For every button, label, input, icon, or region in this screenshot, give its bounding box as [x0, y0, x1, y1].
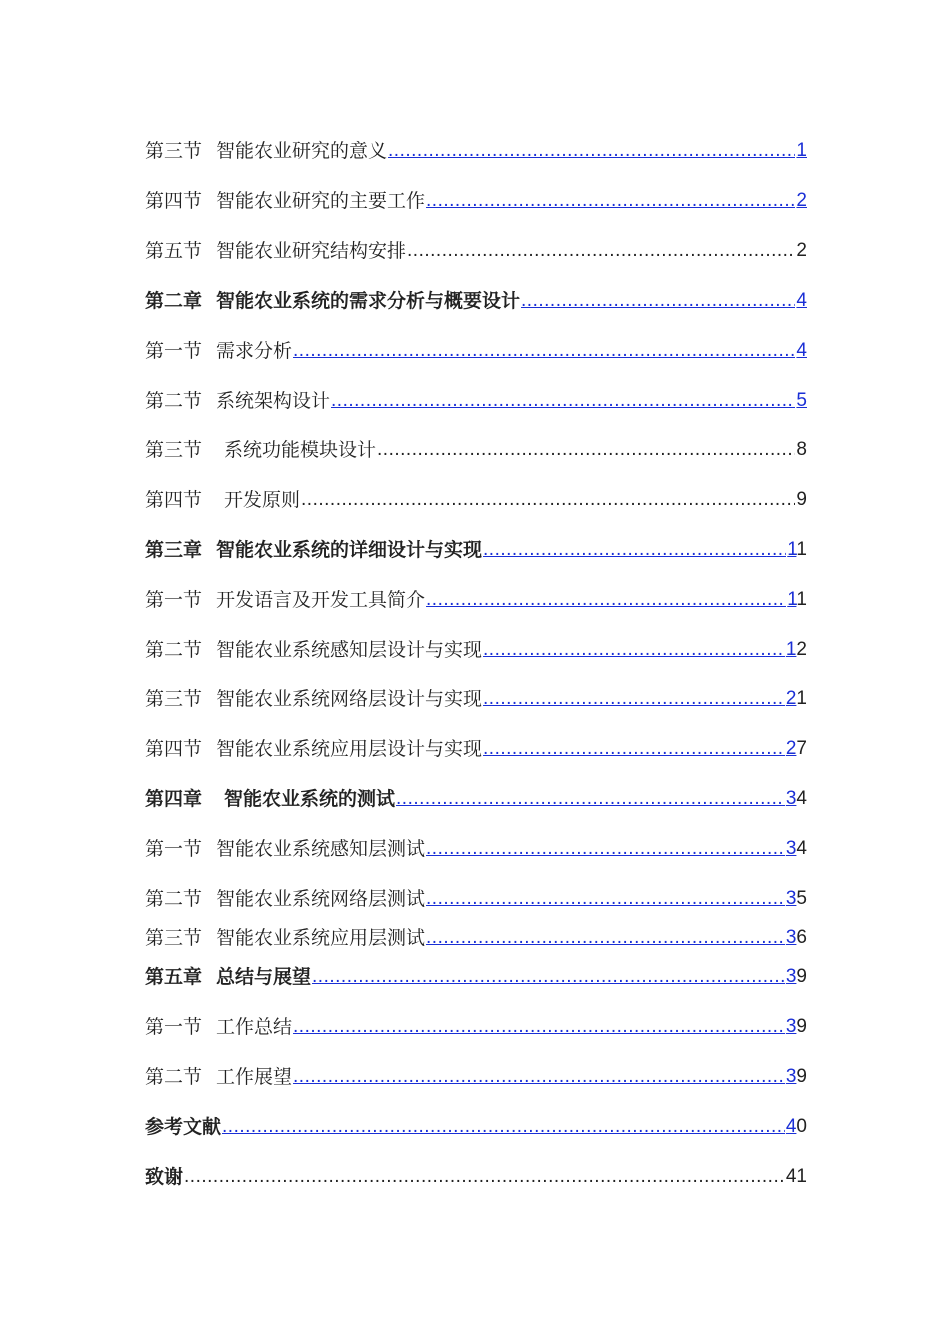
toc-page-number-link[interactable]: 3	[785, 1016, 797, 1037]
toc-page-number-link[interactable]: 3	[785, 788, 797, 809]
toc-page-number: 4	[796, 290, 807, 311]
toc-page-number	[786, 1064, 807, 1090]
toc-entry[interactable]	[145, 956, 807, 990]
toc-entry[interactable]	[145, 280, 807, 314]
toc-title: 工作展望	[216, 1066, 293, 1088]
toc-page-number-link[interactable]: 1	[785, 639, 797, 660]
toc-label: 第二章	[145, 290, 203, 312]
toc-title: 智能农业研究的意义	[216, 140, 388, 162]
toc-page-number-link[interactable]: 1	[787, 539, 797, 560]
toc-label: 第四节	[145, 738, 203, 760]
toc-page-number: 1	[796, 140, 807, 161]
toc-title: 系统架构设计	[216, 390, 331, 412]
toc-page-number	[787, 537, 807, 563]
dot-leader	[483, 736, 785, 762]
toc-page-number-link[interactable]: 3	[785, 838, 797, 859]
dot-leader	[426, 886, 785, 912]
toc-page-number-tail: 2	[796, 639, 807, 660]
toc-entry[interactable]	[145, 529, 807, 563]
toc-title: 致谢	[145, 1166, 184, 1188]
toc-title: 智能农业系统的详细设计与实现	[216, 539, 483, 561]
toc-page-number-tail: 1	[796, 589, 807, 610]
dot-leader	[426, 836, 785, 862]
dot-leader	[521, 288, 795, 314]
toc-page-number: 5	[796, 390, 807, 411]
toc-page-number-link[interactable]: 3	[785, 888, 797, 909]
toc-label: 第二节	[145, 1066, 203, 1088]
toc-page-number: 4	[796, 340, 807, 361]
toc-entry[interactable]	[145, 579, 807, 613]
toc-entry[interactable]	[145, 380, 807, 414]
toc-page-number	[786, 836, 807, 862]
toc-page-number-link[interactable]: 3	[785, 1066, 797, 1087]
toc-entry[interactable]	[145, 828, 807, 862]
toc-title: 工作总结	[216, 1016, 293, 1038]
dot-leader	[312, 964, 785, 990]
toc-page-number: 41	[785, 1166, 807, 1187]
toc-page-number-tail: 7	[796, 738, 807, 759]
toc-title: 智能农业系统的测试	[224, 788, 396, 810]
dot-leader	[407, 238, 795, 264]
toc-page-number	[786, 964, 807, 990]
toc-title: 开发原则	[224, 489, 301, 511]
toc-label: 第五章	[145, 966, 203, 988]
dot-leader	[388, 138, 795, 164]
toc-label: 第三节	[145, 140, 203, 162]
toc-title: 需求分析	[216, 340, 293, 362]
toc-title: 智能农业系统应用层设计与实现	[216, 738, 483, 760]
toc-entry[interactable]	[145, 878, 807, 912]
toc-page-number	[786, 686, 807, 712]
toc-entry[interactable]	[145, 180, 807, 214]
toc-entry[interactable]	[145, 629, 807, 663]
toc-entry[interactable]	[145, 1056, 807, 1090]
toc-entry[interactable]	[145, 917, 807, 951]
toc-page-number-link[interactable]: 2	[785, 688, 797, 709]
toc-page-number-link[interactable]: 2	[785, 738, 797, 759]
toc-page-number-tail: 0	[796, 1116, 807, 1137]
toc-page-number-tail: 4	[796, 788, 807, 809]
toc-title: 智能农业系统网络层设计与实现	[216, 688, 483, 710]
toc-title: 智能农业系统的需求分析与概要设计	[216, 290, 521, 312]
toc-page-number-tail: 1	[796, 539, 807, 560]
toc-page-number-link[interactable]: 3	[785, 927, 797, 948]
toc-entry[interactable]	[145, 1106, 807, 1140]
toc-label: 第三节	[145, 439, 203, 461]
toc-page-number-tail: 1	[796, 688, 807, 709]
dot-leader	[426, 188, 795, 214]
toc-page-number-tail: 9	[796, 1016, 807, 1037]
toc-title: 智能农业研究结构安排	[216, 240, 407, 262]
dot-leader	[222, 1114, 785, 1140]
dot-leader	[377, 437, 795, 463]
toc-page-number	[786, 1014, 807, 1040]
dot-leader	[184, 1164, 785, 1190]
toc-label: 第三章	[145, 539, 203, 561]
toc-label: 第二节	[145, 390, 203, 412]
toc-page-number	[786, 886, 807, 912]
toc-page-number-tail: 4	[796, 838, 807, 859]
toc-title: 开发语言及开发工具简介	[216, 589, 426, 611]
toc-page-number: 9	[796, 489, 807, 510]
toc-page-number	[787, 587, 807, 613]
dot-leader	[396, 786, 785, 812]
toc-entry[interactable]	[145, 1156, 807, 1190]
toc-label: 第五节	[145, 240, 203, 262]
toc-page-number: 2	[796, 240, 807, 261]
toc-label: 第一节	[145, 589, 203, 611]
dot-leader	[301, 487, 795, 513]
toc-page-number	[786, 925, 807, 951]
toc-page-number-link[interactable]: 1	[787, 589, 797, 610]
dot-leader	[483, 637, 785, 663]
dot-leader	[483, 537, 786, 563]
toc-title: 智能农业系统应用层测试	[216, 927, 426, 949]
toc-title: 总结与展望	[216, 966, 312, 988]
dot-leader	[293, 1064, 785, 1090]
dot-leader	[426, 587, 786, 613]
toc-title: 智能农业系统网络层测试	[216, 888, 426, 910]
dot-leader	[483, 686, 785, 712]
toc-entry[interactable]	[145, 728, 807, 762]
toc-label: 第一节	[145, 340, 203, 362]
toc-page-number-tail: 9	[796, 966, 807, 987]
toc-entry[interactable]	[145, 330, 807, 364]
toc-page-number	[786, 637, 807, 663]
toc-title: 系统功能模块设计	[224, 439, 377, 461]
toc-label: 第四章	[145, 788, 203, 810]
toc-label: 第四节	[145, 489, 203, 511]
toc-label: 第二节	[145, 639, 203, 661]
toc-label: 第一节	[145, 1016, 203, 1038]
dot-leader	[293, 1014, 785, 1040]
toc-entry[interactable]	[145, 678, 807, 712]
toc-page-number-link[interactable]: 3	[785, 966, 797, 987]
toc-title: 智能农业研究的主要工作	[216, 190, 426, 212]
toc-page-number-tail: 9	[796, 1066, 807, 1087]
toc-page-number-link[interactable]: 4	[785, 1116, 797, 1137]
toc-page-number	[786, 1114, 807, 1140]
toc-label: 第一节	[145, 838, 203, 860]
toc-page-number: 2	[796, 190, 807, 211]
toc-page-number: 8	[796, 439, 807, 460]
toc-entry[interactable]	[145, 130, 807, 164]
dot-leader	[426, 925, 785, 951]
toc-page-number-tail: 6	[796, 927, 807, 948]
toc-page-number-tail: 5	[796, 888, 807, 909]
toc-label: 第三节	[145, 927, 203, 949]
toc-entry[interactable]	[145, 429, 807, 463]
toc-title: 智能农业系统感知层设计与实现	[216, 639, 483, 661]
toc-entry[interactable]	[145, 1006, 807, 1040]
dot-leader	[331, 388, 795, 414]
toc-label: 第二节	[145, 888, 203, 910]
toc-title: 参考文献	[145, 1116, 222, 1138]
toc-page-number	[786, 786, 807, 812]
toc-entry[interactable]	[145, 230, 807, 264]
toc-entry[interactable]	[145, 479, 807, 513]
toc-label: 第四节	[145, 190, 203, 212]
toc-page-number	[786, 736, 807, 762]
toc-title: 智能农业系统感知层测试	[216, 838, 426, 860]
dot-leader	[293, 338, 795, 364]
toc-entry[interactable]	[145, 778, 807, 812]
toc-label: 第三节	[145, 688, 203, 710]
